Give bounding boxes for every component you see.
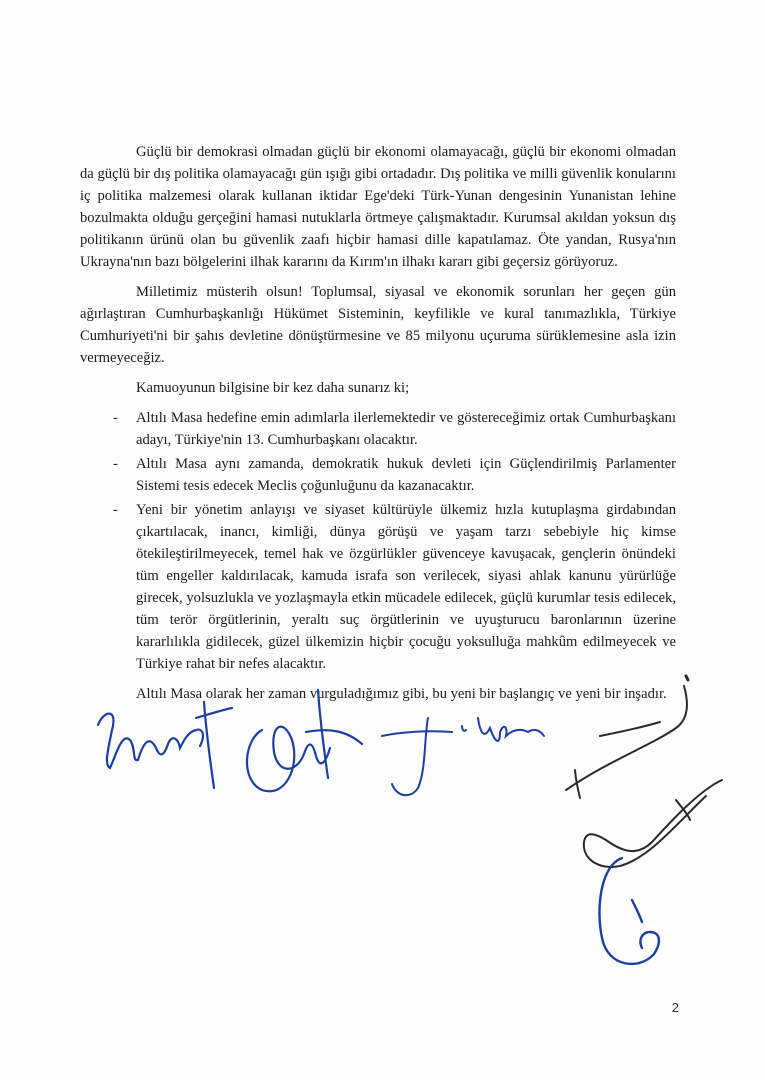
- list-item: [80, 407, 676, 451]
- paragraph-4: Altılı Masa olarak her zaman vurguladığımız gibi, bu yeni bir başlangıç ve yeni bir inşadır.: [136, 686, 667, 702]
- bullet-marker: -: [113, 410, 118, 426]
- signature-1: [98, 702, 232, 788]
- list-item: [80, 453, 676, 497]
- signature-2: [247, 690, 362, 791]
- list-item-text: Yeni bir yönetim anlayışı ve siyaset kültürüyle ülkemiz hızla kutuplaşma girdabından çıkartılacak, inancı, kimliği, dünya görüşü ve yaşam tarzı sebebiyle hiç kimse ötekileştirilmeyecek, temel hak ve özgürlükler güvenceye kavuşacak, gençlerin önündeki tüm engeller kaldırılacak, kamuda israfa son verilecek, siyasi ahlak kanunu yürürlüğe girecek, yolsuzlukla ve yozlaşmayla etkin mücadele edilecek, güçlü kurumlar tesis edilecek, tüm terör örgütlerinin, yeraltı suç örgütlerinin ve uyuşturucu baronlarının üzerine kararlılıkla gidilecek, güzel ülkemizin hiçbir çocuğu yoksulluğa mahkûm edilmeyecek ve Türkiye rahat bir nefes alacaktır.: [136, 502, 676, 672]
- page-number: 2: [671, 1000, 679, 1015]
- signature-3: [382, 718, 544, 795]
- body-text: [80, 141, 676, 713]
- signature-4: [566, 686, 722, 867]
- bullet-list: [80, 407, 676, 675]
- paragraph-1: Güçlü bir demokrasi olmadan güçlü bir ekonomi olamayacağı, güçlü bir ekonomi olmadan da güçlü bir dış politika olamayacağı gün ışığı gibi ortadadır. Dış politika ve milli güvenlik konularını iç politika malzemesi olarak kullanan iktidar Ege'deki Türk-Yunan dengesinin Yunanistan lehine bozulmakta olduğu gerçeğini hamasi nutuklarla örtmeye çalışmaktadır. Kurumsal akıldan yoksun dış politikanın ürünü olan bu güvenlik zaafı hiçbir hamasi dille kapatılamaz. Öte yandan, Rusya'nın Ukrayna'nın bazı bölgelerini ilhak kararını da Kırım'ın ilhakı kararı gibi geçersiz görüyoruz.: [80, 144, 676, 270]
- list-item: [80, 499, 676, 675]
- list-item-text: Altılı Masa aynı zamanda, demokratik hukuk devleti için Güçlendirilmiş Parlamenter Sistemi tesis edecek Meclis çoğunluğunu da kazanacaktır.: [136, 456, 676, 494]
- bullet-marker: -: [113, 456, 118, 472]
- paragraph-2: Milletimiz müsterih olsun! Toplumsal, siyasal ve ekonomik sorunları her geçen gün ağırlaştıran Cumhurbaşkanlığı Hükümet Sisteminin, keyfilikle ve kural tanımazlıkla, Türkiye Cumhuriyeti'ni bir şahıs devletine dönüştürmesine ve 85 milyonu uçuruma sürüklemesine asla izin vermeyeceğiz.: [80, 284, 676, 366]
- list-item-text: Altılı Masa hedefine emin adımlarla ilerlemektedir ve göstereceğimiz ortak Cumhurbaşkanı adayı, Türkiye'nin 13. Cumhurbaşkanı olacaktır.: [136, 410, 676, 448]
- signatures-area: [0, 670, 765, 1010]
- signature-5: [599, 858, 658, 964]
- bullet-marker: -: [113, 502, 118, 518]
- paragraph-3: Kamuoyunun bilgisine bir kez daha sunarız ki;: [136, 380, 410, 396]
